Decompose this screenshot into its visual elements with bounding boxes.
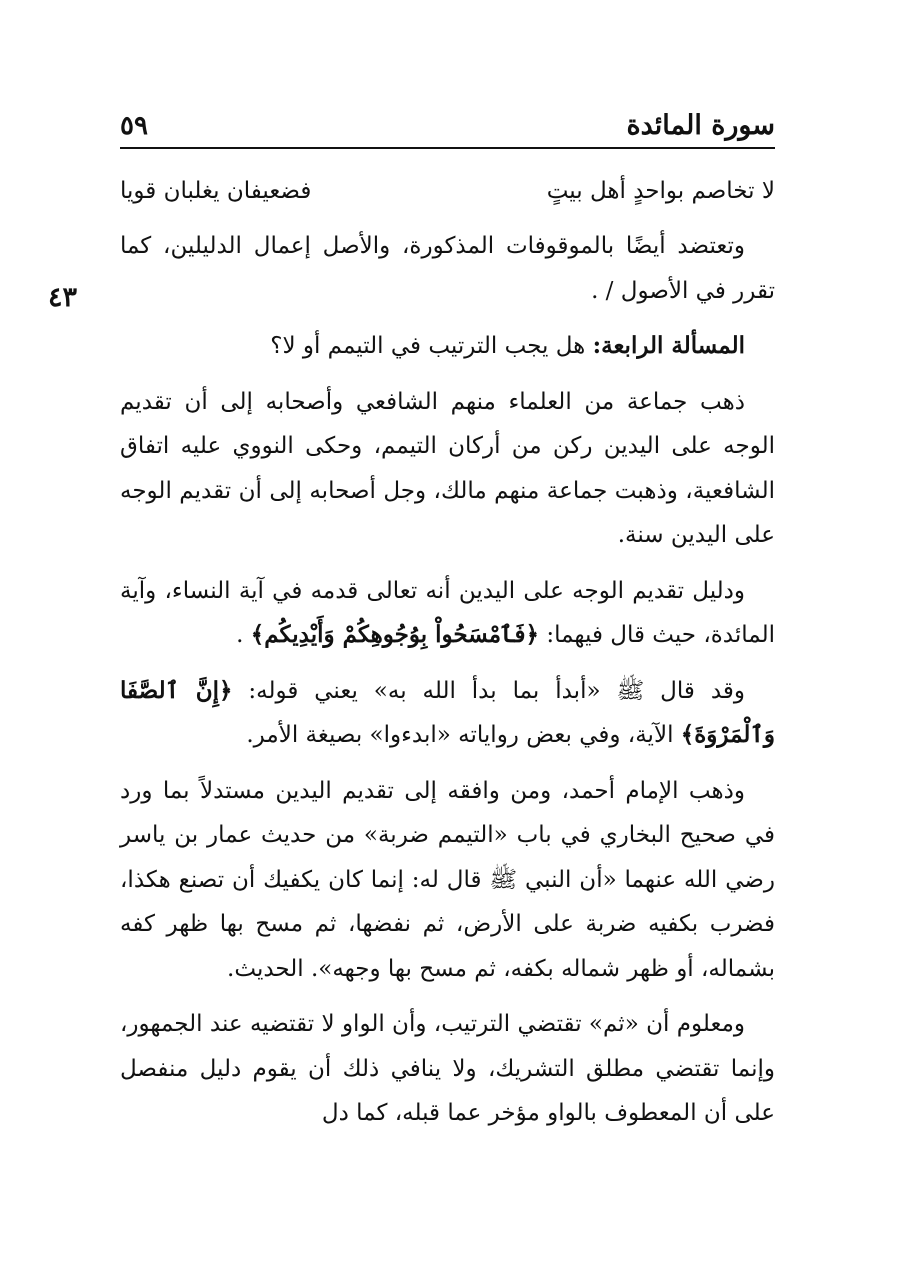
issue-heading (120, 324, 775, 369)
verse-first-hemistich: لا تخاصم بواحدٍ أهل بيتٍ (546, 178, 775, 204)
quran-verse-safa: ﴿إِنَّ ٱلصَّفَا وَٱلْمَرْوَةَ﴾ (120, 676, 775, 748)
page-body (120, 166, 775, 1147)
evidence-text: ودليل تقديم الوجه على اليدين أنه تعالى قدمه في آية النساء، وآية المائدة، حيث قال فيهما: (120, 577, 775, 648)
margin-page-note: ٤٣ (48, 282, 78, 313)
evidence-end: . (236, 622, 251, 648)
quran-verse-wiping: ﴿فَٱمْسَحُواْ بِوُجُوهِكُمْ وَأَيْدِيكُم﴾ (250, 621, 540, 648)
hadith-text-end: الآية، وفي بعض رواياته «ابدءوا» بصيغة الأمر. (246, 722, 681, 748)
poetry-verse (120, 166, 775, 216)
paragraph-quran-evidence (120, 569, 775, 658)
paragraph-supporting-evidence: وتعتضد أيضًا بالموقوفات المذكورة، والأصل إعمال الدليلين، كما تقرر في الأصول / . (120, 233, 775, 304)
paragraph-ahmad-view: وذهب الإمام أحمد، ومن وافقه إلى تقديم اليدين مستدلاً بما ورد في صحيح البخاري في باب «التيمم ضربة» من حديث عمار بن ياسر رضي الله عنهما «أن النبي ﷺ قال له: إنما كان يكفيك أن تصنع هكذا، فضرب بكفيه ضربة على الأرض، ثم نفضها، ثم مسح بها ظهر كفه بشماله، أو ظهر شماله بكفه، ثم مسح بها وجهه». الحديث. (120, 777, 775, 982)
issue-heading-question: هل يجب الترتيب في التيمم أو لا؟ (270, 333, 593, 359)
page-number: ٥٩ (120, 111, 148, 141)
paragraph-shafii-view: ذهب جماعة من العلماء منهم الشافعي وأصحابه إلى أن تقديم الوجه على اليدين ركن من أركان التيمم، وحكى النووي عليه اتفاق الشافعية، وذهبت جماعة منهم مالك، وجل أصحابه إلى أن تقديم الوجه على اليدين سنة. (120, 388, 775, 548)
verse-second-hemistich: فضعيفان يغلبان قويا (120, 178, 312, 204)
issue-heading-label: المسألة الرابعة: (592, 332, 745, 359)
paragraph-hadith-evidence (120, 669, 775, 758)
paragraph-conjunction-rule: ومعلوم أن «ثم» تقتضي الترتيب، وأن الواو لا تقتضيه عند الجمهور، وإنما تقتضي مطلق التشريك، ولا ينافي ذلك أن يقوم دليل منفصل على أن المعطوف بالواو مؤخر عما قبله، كما دل (120, 1011, 775, 1126)
surah-title: سورة المائدة (626, 110, 775, 141)
hadith-text: وقد قال ﷺ «أبدأ بما بدأ الله به» يعني قوله: (232, 677, 745, 704)
page-header (120, 100, 775, 148)
header-rule (120, 147, 775, 149)
